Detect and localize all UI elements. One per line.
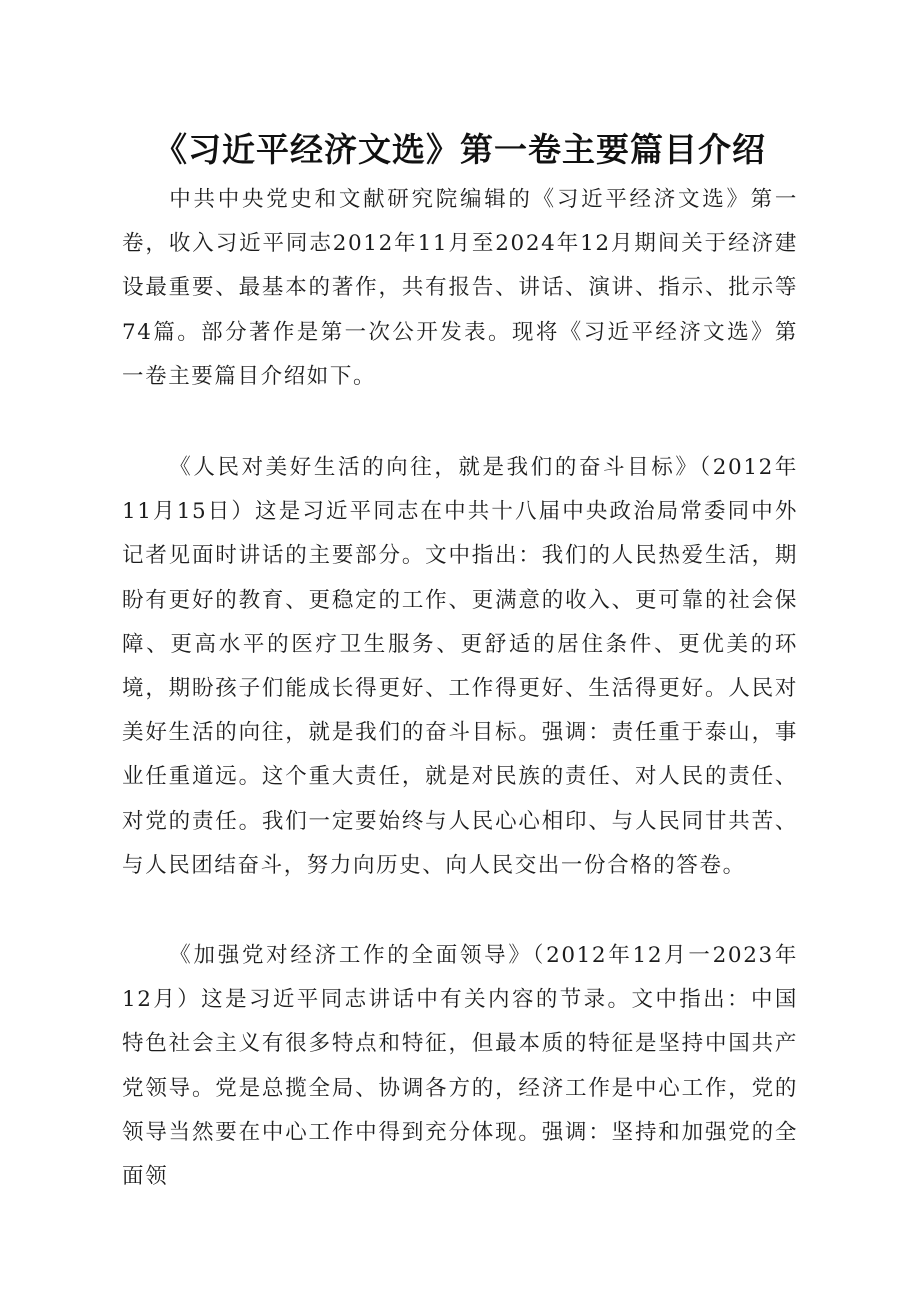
document-title: 《习近平经济文选》第一卷主要篇目介绍 (154, 130, 766, 169)
intro-paragraph: 中共中央党史和文献研究院编辑的《习近平经济文选》第一卷，收入习近平同志2012年11月至2024年12月期间关于经济建设最重要、最基本的著作，共有报告、讲话、演讲、指示、批示等74篇。部分著作是第一次公开发表。现将《习近平经济文选》第一卷主要篇目介绍如下。 (122, 187, 798, 389)
article-paragraph-party-leadership: 《加强党对经济工作的全面领导》（2012年12月一2023年12月）这是习近平同志讲话中有关内容的节录。文中指出：中国特色社会主义有很多特点和特征，但最本质的特征是坚持中国共产党领导。党是总揽全局、协调各方的，经济工作是中心工作，党的领导当然要在中心工作中得到充分体现。强调：坚持和加强党的全面领 (122, 943, 798, 1190)
article-paragraph-people-aspiration: 《人民对美好生活的向往，就是我们的奋斗目标》（2012年11月15日）这是习近平同志在中共十八届中央政治局常委同中外记者见面时讲话的主要部分。文中指出：我们的人民热爱生活，期盼有更好的教育、更稳定的工作、更满意的收入、更可靠的社会保障、更高水平的医疗卫生服务、更舒适的居住条件、更优美的环境，期盼孩子们能成长得更好、工作得更好、生活得更好。人民对美好生活的向往，就是我们的奋斗目标。强调：责任重于泰山，事业任重道远。这个重大责任，就是对民族的责任、对人民的责任、对党的责任。我们一定要始终与人民心心相印、与人民同甘共苦、与人民团结奋斗，努力向历史、向人民交出一份合格的答卷。 (122, 455, 798, 878)
